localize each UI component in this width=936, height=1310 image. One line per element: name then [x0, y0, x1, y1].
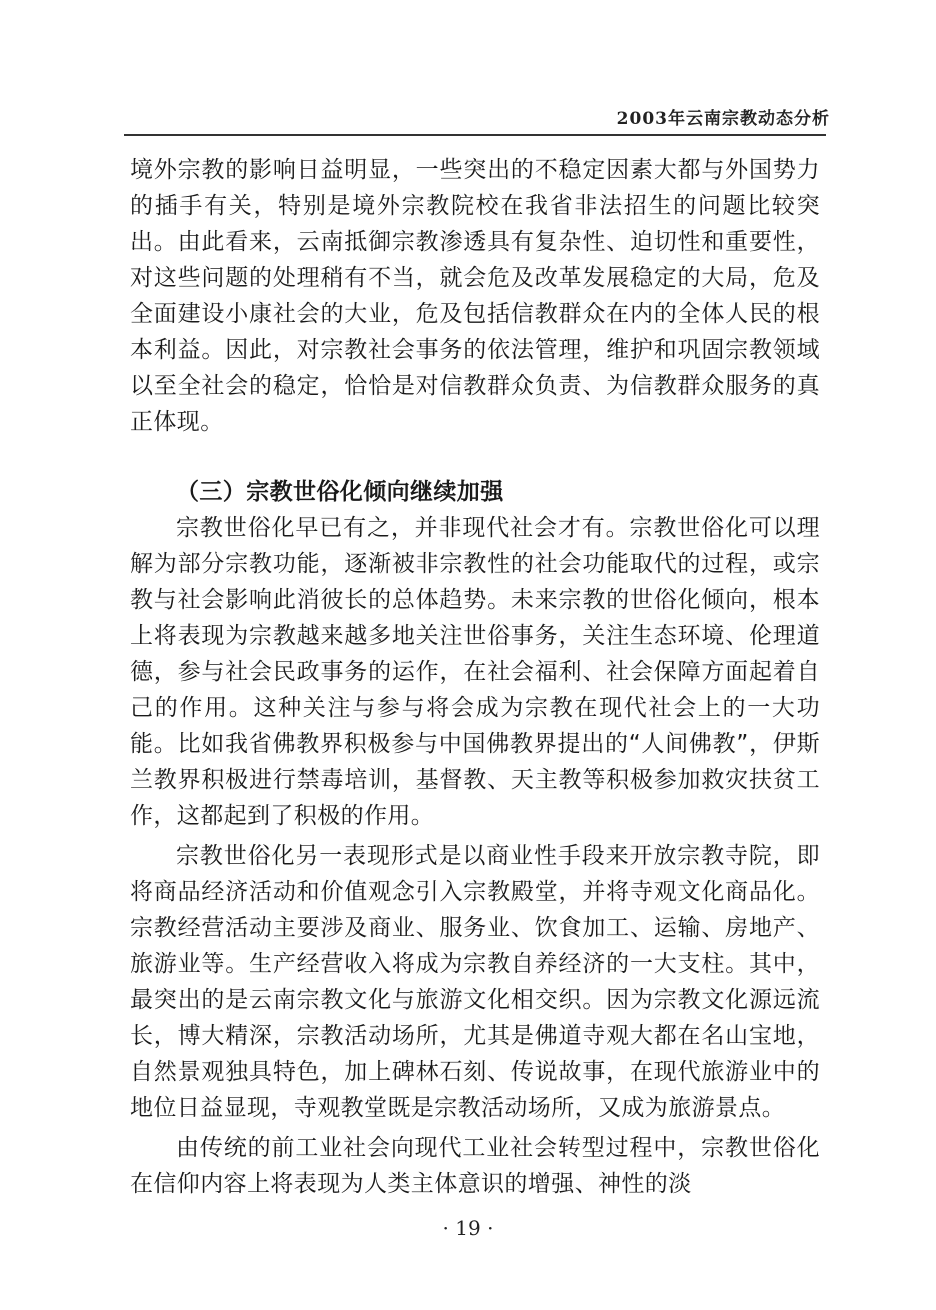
section-heading: （三）宗教世俗化倾向继续加强 [176, 479, 504, 505]
paragraph-4: 由传统的前工业社会向现代工业社会转型过程中，宗教世俗化在信仰内容上将表现为人类主体意识的增强、神性的淡 [130, 1135, 820, 1197]
body-text [130, 152, 820, 1202]
paragraph-3: 宗教世俗化另一表现形式是以商业性手段来开放宗教寺院，即将商品经济活动和价值观念引入宗教殿堂，并将寺观文化商品化。宗教经营活动主要涉及商业、服务业、饮食加工、运输、房地产、旅游业等。生产经营收入将成为宗教自养经济的一大支柱。其中，最突出的是云南宗教文化与旅游文化相交织。因为宗教文化源远流长，博大精深，宗教活动场所，尤其是佛道寺观大都在名山宝地，自然景观独具特色，加上碑林石刻、传说故事，在现代旅游业中的地位日益显现，寺观教堂既是宗教活动场所，又成为旅游景点。 [130, 843, 820, 1121]
paragraph-2: 宗教世俗化早已有之，并非现代社会才有。宗教世俗化可以理解为部分宗教功能，逐渐被非宗教性的社会功能取代的过程，或宗教与社会影响此消彼长的总体趋势。未来宗教的世俗化倾向，根本上将表现为宗教越来越多地关注世俗事务，关注生态环境、伦理道德，参与社会民政事务的运作，在社会福利、社会保障方面起着自己的作用。这种关注与参与将会成为宗教在现代社会上的一大功能。比如我省佛教界积极参与中国佛教界提出的“人间佛教”，伊斯兰教界积极进行禁毒培训，基督教、天主教等积极参加救灾扶贫工作，这都起到了积极的作用。 [130, 515, 820, 829]
running-header: 2003年云南宗教动态分析 [616, 109, 830, 129]
header-rule [124, 134, 826, 136]
paragraph-1: 境外宗教的影响日益明显，一些突出的不稳定因素大都与外国势力的插手有关，特别是境外宗教院校在我省非法招生的问题比较突出。由此看来，云南抵御宗教渗透具有复杂性、迫切性和重要性，对这些问题的处理稍有不当，就会危及改革发展稳定的大局，危及全面建设小康社会的大业，危及包括信教群众在内的全体人民的根本利益。因此，对宗教社会事务的依法管理，维护和巩固宗教领域以至全社会的稳定，恰恰是对信教群众负责、为信教群众服务的真正体现。 [130, 157, 820, 435]
page-number: · 19 · [442, 1216, 494, 1240]
